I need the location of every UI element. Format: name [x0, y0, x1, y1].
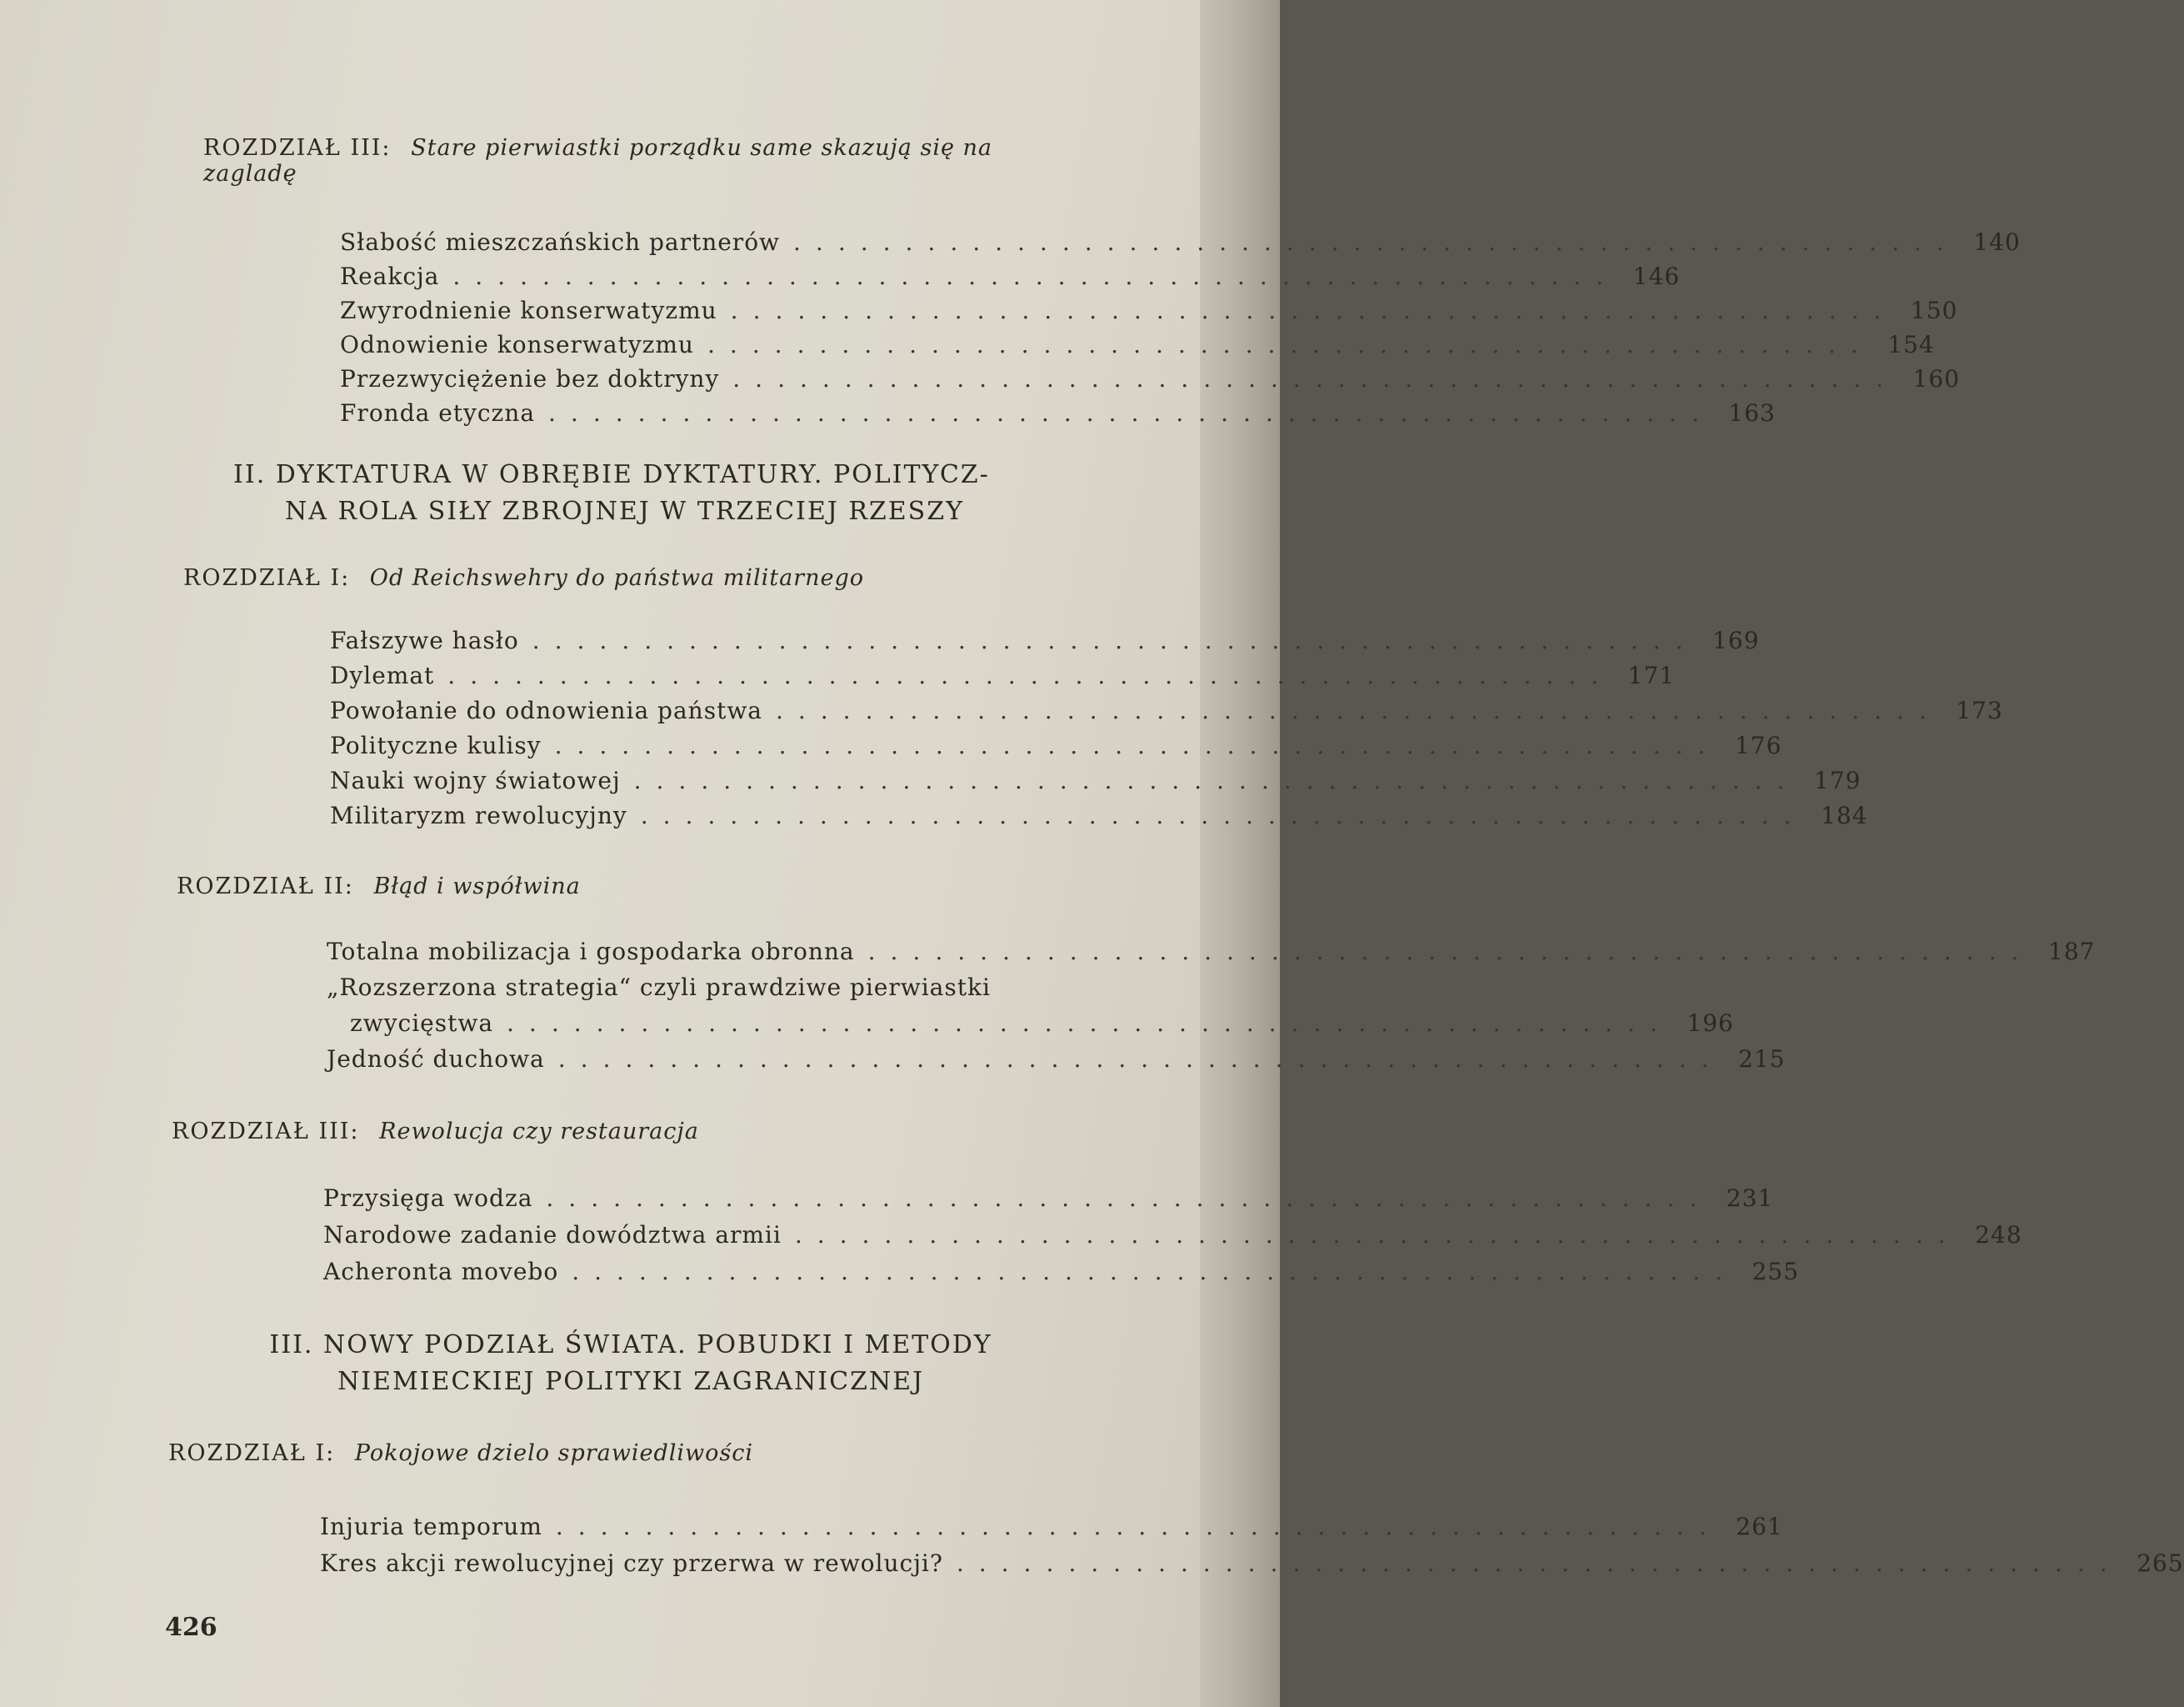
- entry-title: Militaryzm rewolucyjny: [330, 802, 627, 829]
- toc-entry: [323, 1180, 1774, 1217]
- chapter-heading: [172, 1119, 988, 1144]
- entry-title: zwycięstwa: [350, 1009, 494, 1037]
- entry-title: Zwyrodnienie konserwatyzmu: [340, 297, 717, 324]
- entry-title: Narodowe zadanie dowództwa armii: [323, 1221, 782, 1249]
- toc-entry: [327, 934, 2096, 969]
- toc-entry: [323, 1254, 1800, 1290]
- entry-page: 140: [1973, 228, 2021, 256]
- leader-dots: ....................................................: [546, 1184, 1712, 1212]
- entry-page: 187: [2048, 938, 2096, 965]
- toc-entry: [340, 328, 1935, 362]
- entry-page: 150: [1911, 297, 1958, 324]
- toc-entries: [323, 1180, 2022, 1290]
- entry-page: 169: [1712, 627, 1760, 654]
- entry-page: 154: [1887, 331, 1935, 358]
- entry-title: Reakcja: [340, 263, 440, 290]
- toc-entry: [323, 1217, 2022, 1254]
- part-heading-line: III. NOWY PODZIAŁ ŚWIATA. POBUDKI I METODY: [269, 1330, 992, 1359]
- entry-page: 184: [1821, 802, 1868, 829]
- leader-dots: ....................................................: [640, 802, 1807, 829]
- leader-dots: ....................................................: [572, 1258, 1738, 1285]
- entry-title: Odnowienie konserwatyzmu: [340, 331, 694, 358]
- leader-dots: ....................................................: [554, 732, 1721, 759]
- chapter-heading: [183, 565, 1000, 591]
- chapter-title: Rewolucja czy restauracja: [379, 1119, 699, 1144]
- toc-entry: [327, 1005, 1734, 1041]
- toc-entry: [330, 728, 1782, 763]
- toc-entry: [330, 763, 1862, 798]
- leader-dots: ....................................................: [548, 399, 1714, 427]
- chapter-heading: [177, 874, 993, 899]
- entry-page: 173: [1956, 697, 2003, 724]
- entry-page: 261: [1736, 1513, 1783, 1540]
- chapter-heading: [203, 135, 1012, 187]
- chapter-title: Stare pierwiastki porządku same skazują się na zagladę: [203, 135, 993, 187]
- toc-entry: [320, 1509, 1783, 1545]
- entry-title: Acheronta movebo: [323, 1258, 559, 1285]
- chapter-label: ROZDZIAŁ III:: [172, 1119, 360, 1144]
- chapter-title: Pokojowe dzielo sprawiedliwości: [354, 1440, 754, 1466]
- leader-dots: ....................................................: [867, 938, 2034, 965]
- part-heading-line: NIEMIECKIEJ POLITYKI ZAGRANICZNEJ: [337, 1367, 925, 1396]
- page-number: 426: [165, 1613, 217, 1642]
- leader-dots: ....................................................: [707, 331, 1873, 358]
- chapter-title: Od Reichswehry do państwa militarnego: [369, 565, 864, 591]
- entry-title: „Rozszerzona strategia“ czyli prawdziwe pierwiastki: [327, 974, 991, 1001]
- toc-entry: [330, 693, 2003, 728]
- chapter-title: Błąd i współwina: [373, 874, 581, 899]
- leader-dots: ....................................................: [730, 297, 1897, 324]
- entry-title: Polityczne kulisy: [330, 732, 542, 759]
- entry-page: 146: [1632, 263, 1681, 290]
- leader-dots: ....................................................: [633, 767, 1800, 794]
- toc-entry: [330, 798, 1868, 833]
- entry-title: Kres akcji rewolucyjnej czy przerwa w rewolucji?: [320, 1549, 943, 1577]
- entry-page: 255: [1752, 1258, 1800, 1285]
- entry-title: Przezwyciężenie bez doktryny: [340, 365, 720, 393]
- entry-page: 231: [1726, 1184, 1774, 1212]
- leader-dots: ....................................................: [507, 1009, 1672, 1037]
- entry-title: Dylemat: [330, 662, 435, 689]
- toc-entry: [330, 623, 1760, 658]
- entry-title: Słabość mieszczańskich partnerów: [340, 228, 781, 256]
- entry-title: Przysięga wodza: [323, 1184, 533, 1212]
- entry-page: 160: [1912, 365, 1961, 393]
- chapter-label: ROZDZIAŁ III:: [203, 135, 392, 161]
- chapter-label: ROZDZIAŁ I:: [183, 565, 351, 591]
- toc-entries: [340, 225, 2021, 430]
- entry-title: Fronda etyczna: [340, 399, 536, 427]
- leader-dots: ....................................................: [452, 263, 1619, 290]
- leader-dots: ....................................................: [956, 1549, 2122, 1577]
- toc-entry: [340, 396, 1776, 430]
- part-heading: [218, 1327, 1043, 1400]
- leader-dots: ....................................................: [793, 228, 1959, 256]
- toc-entry: [330, 658, 1676, 693]
- toc-entry: [340, 293, 1958, 328]
- chapter-heading: [168, 1440, 985, 1466]
- leader-dots: ....................................................: [555, 1513, 1722, 1540]
- entry-page: 265: [2137, 1549, 2184, 1577]
- entry-page: 248: [1975, 1221, 2022, 1249]
- leader-dots: ....................................................: [447, 662, 1614, 689]
- entry-page: 179: [1814, 767, 1862, 794]
- chapter-label: ROZDZIAŁ I:: [168, 1440, 336, 1466]
- entry-title: Fałszywe hasło: [330, 627, 519, 654]
- entry-title: Injuria temporum: [320, 1513, 542, 1540]
- leader-dots: ....................................................: [557, 1045, 1724, 1073]
- toc-entry: [340, 259, 1681, 293]
- toc-entry: [340, 362, 1961, 396]
- toc-entry: [327, 1041, 1786, 1077]
- toc-entries: [320, 1509, 2184, 1582]
- entry-title: Jedność duchowa: [327, 1045, 545, 1073]
- leader-dots: ....................................................: [775, 697, 1942, 724]
- entry-page: 163: [1728, 399, 1776, 427]
- entry-title: Nauki wojny światowej: [330, 767, 621, 794]
- toc-entry: [327, 969, 1100, 1005]
- entry-title: Powołanie do odnowienia państwa: [330, 697, 762, 724]
- part-heading-line: NA ROLA SIŁY ZBROJNEJ W TRZECIEJ RZESZY: [285, 497, 964, 526]
- part-heading-line: II. DYKTATURA W OBRĘBIE DYKTATURY. POLITYCZ-: [233, 460, 990, 489]
- chapter-label: ROZDZIAŁ II:: [177, 874, 354, 899]
- toc-entry: [340, 225, 2021, 259]
- leader-dots: ....................................................: [732, 365, 1899, 393]
- entry-title: Totalna mobilizacja i gospodarka obronna: [327, 938, 855, 965]
- toc-entry: [320, 1545, 2184, 1582]
- toc-entries: [330, 623, 2003, 833]
- entry-page: 176: [1734, 732, 1782, 759]
- entry-page: 196: [1687, 1009, 1734, 1037]
- leader-dots: ....................................................: [532, 627, 1698, 654]
- leader-dots: ....................................................: [794, 1221, 1961, 1249]
- entry-page: 171: [1627, 662, 1676, 689]
- entry-page: 215: [1738, 1045, 1786, 1073]
- toc-entries: [327, 934, 2096, 1077]
- part-heading: [233, 457, 1033, 530]
